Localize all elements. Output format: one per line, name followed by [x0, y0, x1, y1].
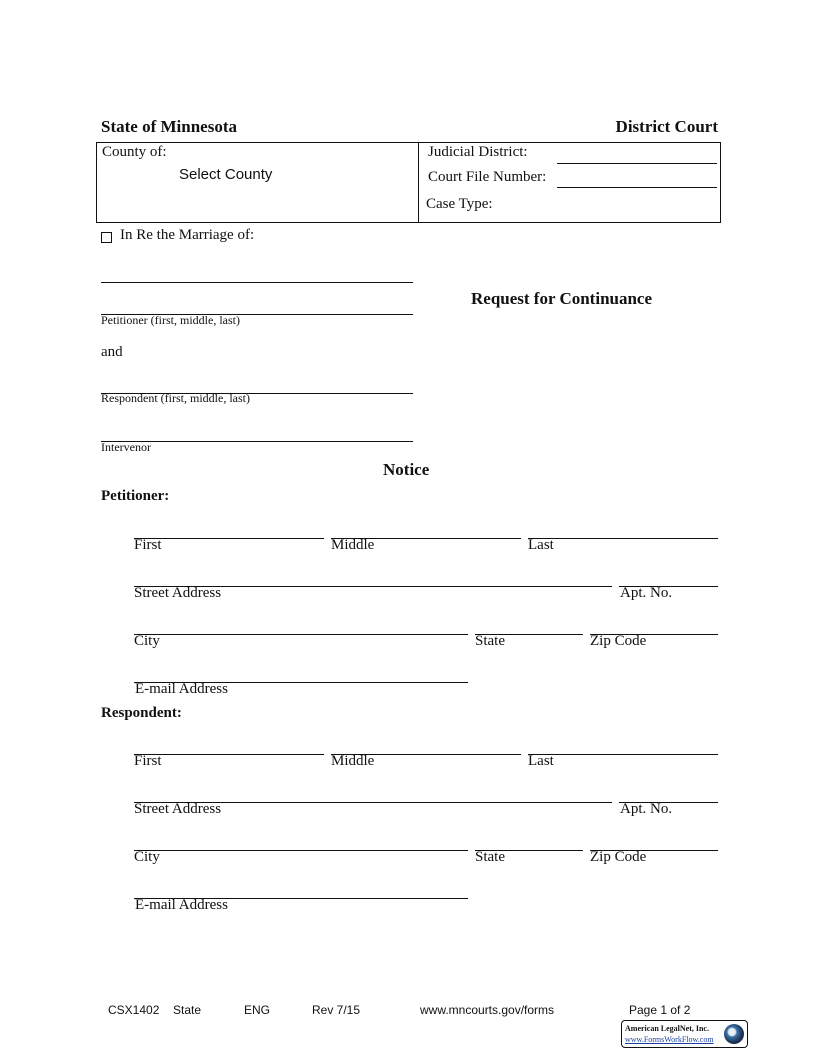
intervenor-label: Intervenor [101, 440, 151, 454]
respondent-heading: Respondent: [101, 705, 182, 721]
petitioner-caption-label: Petitioner (first, middle, last) [101, 313, 240, 327]
footer-form-code: CSX1402 [108, 1003, 160, 1017]
footer-page-number: Page 1 of 2 [629, 1003, 691, 1017]
petitioner-last-field[interactable] [528, 538, 718, 539]
respondent-last-field[interactable] [528, 754, 718, 755]
footer-language: ENG [244, 1003, 271, 1017]
county-select[interactable]: Select County [179, 166, 273, 183]
court-heading: District Court [615, 117, 718, 136]
respondent-city-label: City [134, 849, 160, 865]
respondent-first-label: First [134, 753, 162, 769]
footer-revision: Rev 7/15 [312, 1003, 361, 1017]
logo-url-link[interactable]: www.FormsWorkFlow.com [625, 1035, 714, 1044]
respondent-state-label: State [475, 849, 505, 865]
footer-jurisdiction: State [173, 1003, 202, 1017]
notice-title: Notice [383, 460, 430, 479]
petitioner-city-label: City [134, 633, 160, 649]
petitioner-apt-label: Apt. No. [620, 585, 673, 601]
respondent-first-field[interactable] [134, 754, 324, 755]
petitioner-email-label: E-mail Address [135, 681, 228, 697]
judicial-district-label: Judicial District: [428, 144, 528, 160]
form-title: Request for Continuance [471, 289, 653, 308]
petitioner-name-field-1[interactable] [101, 282, 413, 283]
state-heading: State of Minnesota [101, 117, 237, 136]
marriage-checkbox[interactable] [101, 232, 112, 243]
respondent-last-label: Last [528, 753, 554, 769]
respondent-caption-label: Respondent (first, middle, last) [101, 391, 250, 405]
petitioner-first-field[interactable] [134, 538, 324, 539]
petitioner-street-label: Street Address [134, 585, 222, 601]
footer-website: www.mncourts.gov/forms [420, 1003, 555, 1017]
county-label: County of: [102, 144, 167, 160]
logo-company-name: American LegalNet, Inc. [625, 1024, 709, 1033]
petitioner-first-label: First [134, 537, 162, 553]
respondent-apt-label: Apt. No. [620, 801, 673, 817]
petitioner-zip-label: Zip Code [590, 633, 647, 649]
marriage-label: In Re the Marriage of: [120, 227, 255, 243]
globe-icon [724, 1024, 744, 1044]
petitioner-state-label: State [475, 633, 505, 649]
court-file-number-label: Court File Number: [428, 169, 547, 185]
respondent-email-label: E-mail Address [135, 897, 228, 913]
and-label: and [101, 344, 123, 360]
petitioner-last-label: Last [528, 537, 554, 553]
case-info-divider [418, 142, 419, 223]
case-type-label: Case Type: [426, 196, 493, 212]
respondent-zip-label: Zip Code [590, 849, 647, 865]
petitioner-middle-label: Middle [331, 537, 375, 553]
judicial-district-field[interactable] [557, 163, 717, 164]
american-legalnet-logo [621, 1020, 748, 1048]
petitioner-heading: Petitioner: [101, 488, 170, 504]
respondent-city-field[interactable] [134, 850, 468, 851]
respondent-street-label: Street Address [134, 801, 222, 817]
petitioner-city-field[interactable] [134, 634, 468, 635]
court-file-number-field[interactable] [557, 187, 717, 188]
respondent-middle-label: Middle [331, 753, 375, 769]
